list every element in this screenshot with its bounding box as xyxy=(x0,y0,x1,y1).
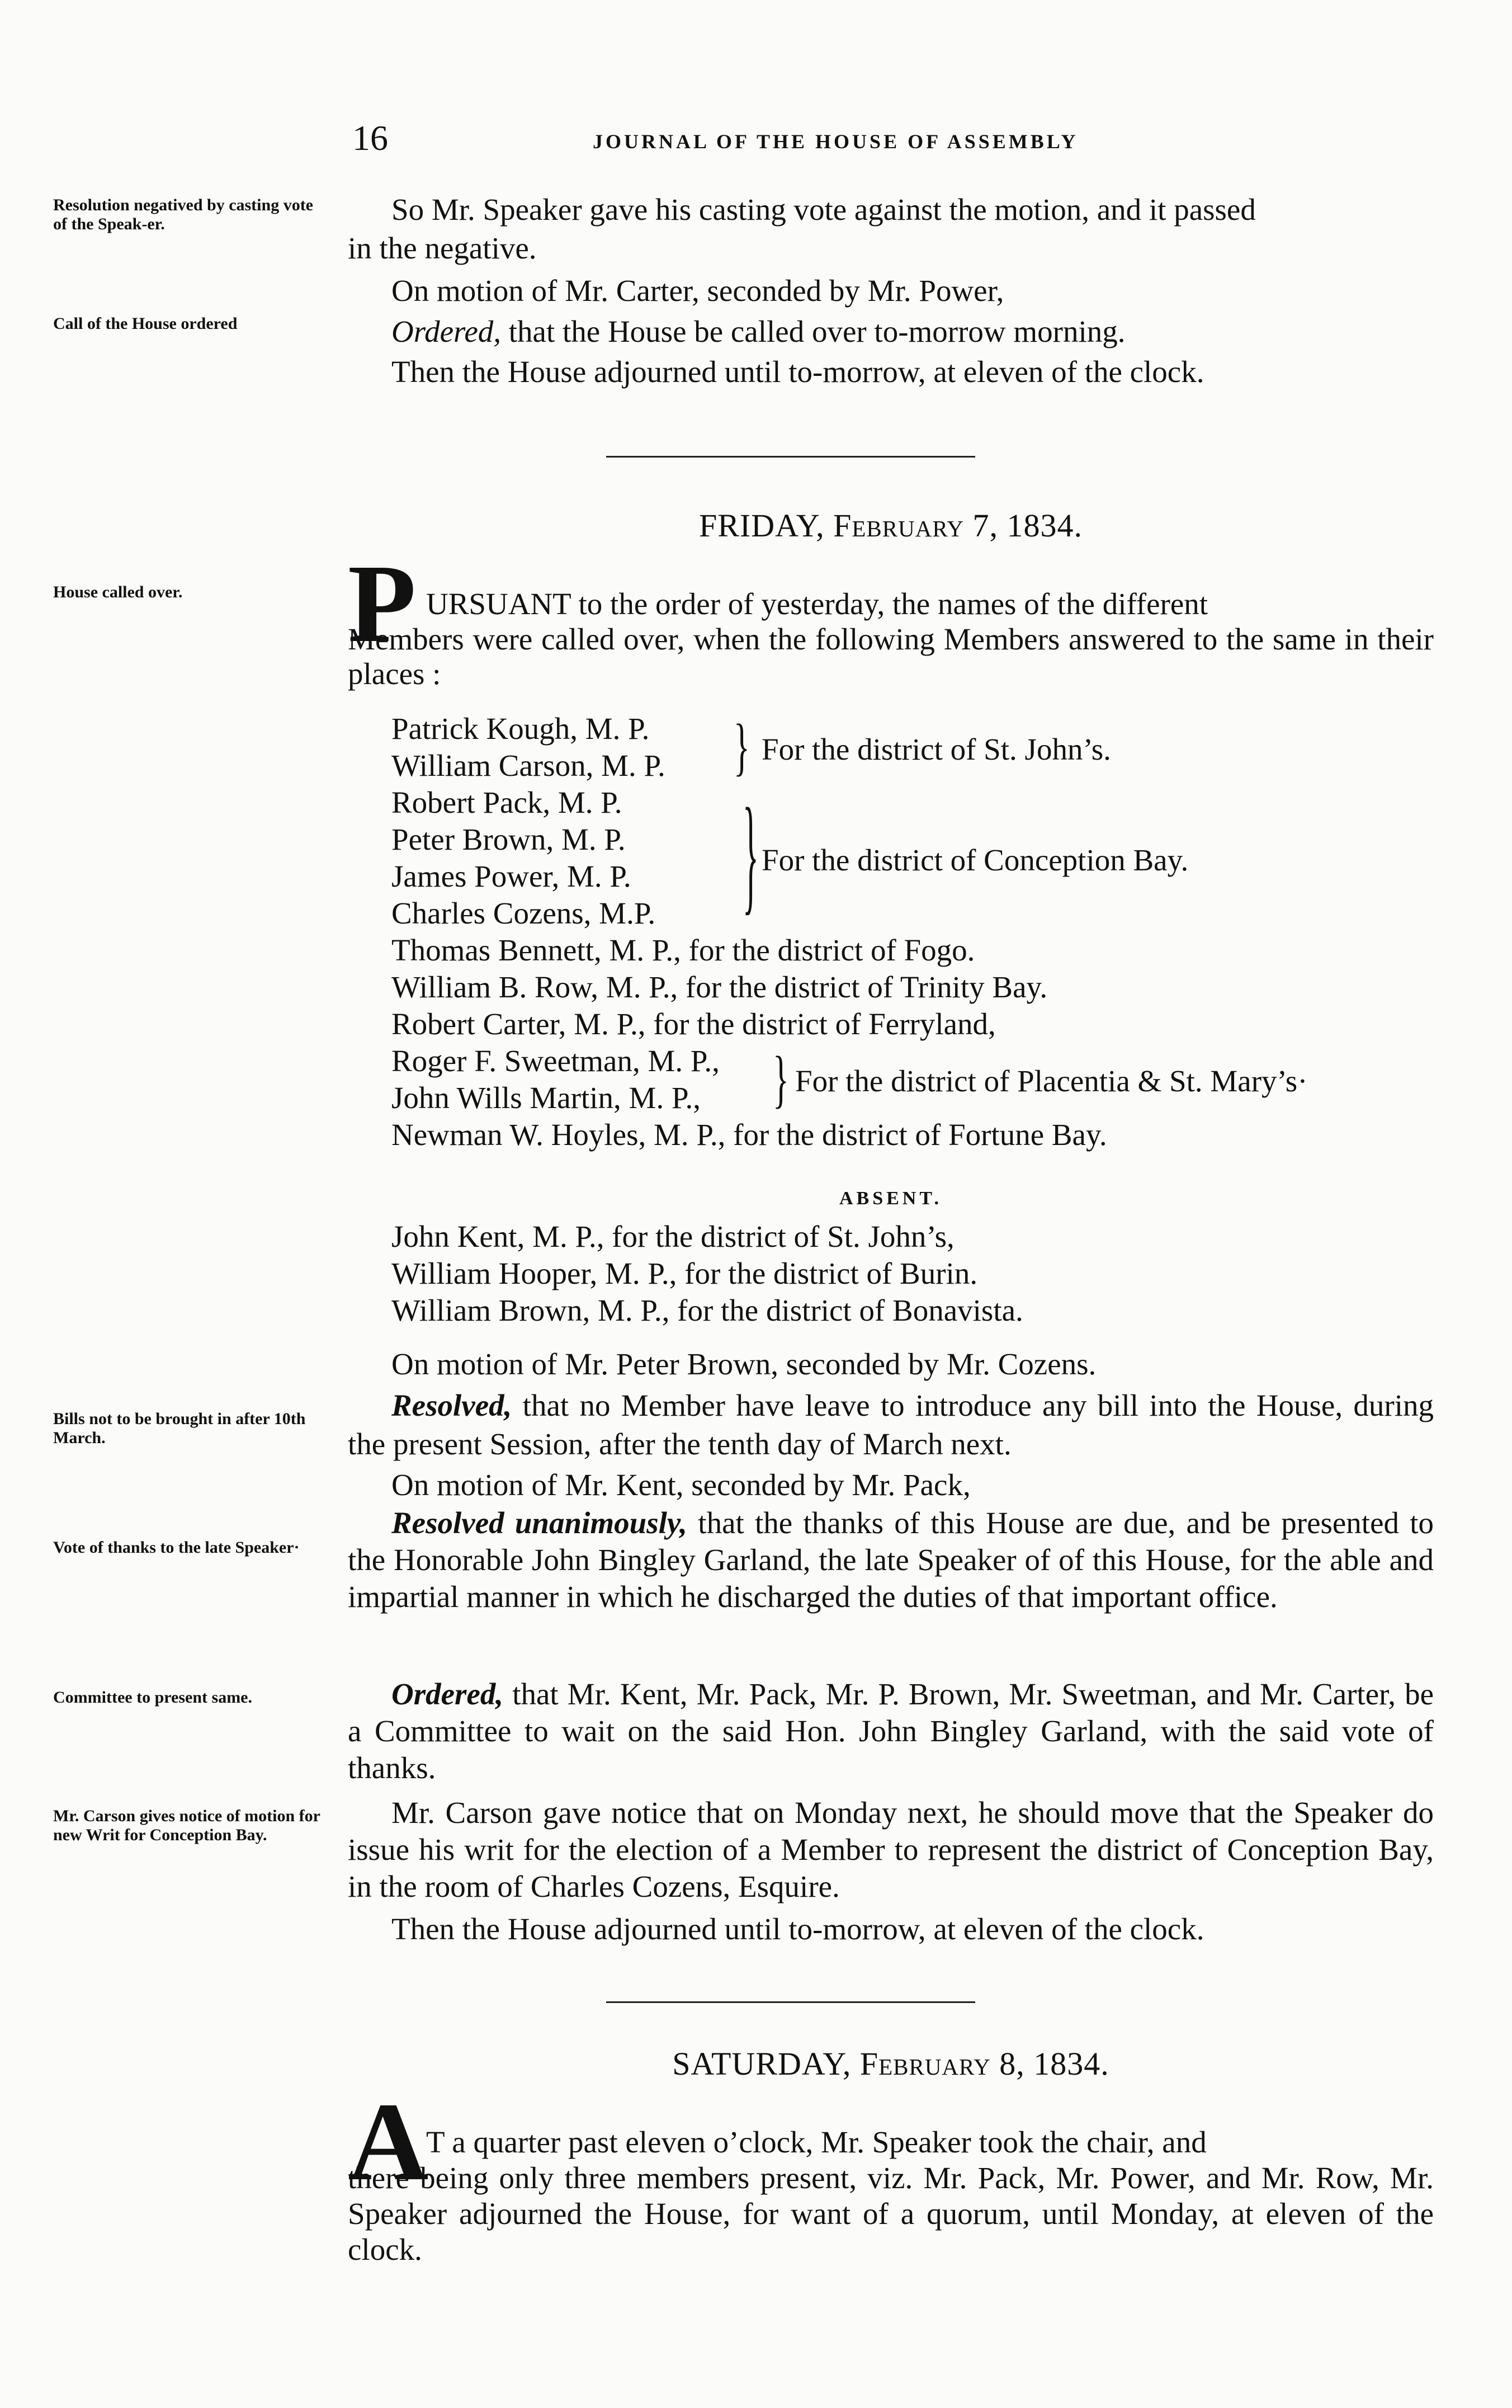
member-name: Roger F. Sweetman, M. P., xyxy=(391,1044,720,1078)
section-rule xyxy=(606,2001,975,2003)
resolved-unanimously-paragraph xyxy=(348,1505,1434,1615)
adjourn-line: Then the House adjourned until to-morrow, at eleven of the clock. xyxy=(391,1912,1204,1946)
district-label: For the district of Placentia & St. Mary’s· xyxy=(795,1064,1308,1098)
running-header xyxy=(347,117,1431,162)
brace: } xyxy=(773,1044,789,1114)
roll-group-st-johns xyxy=(391,710,665,784)
ordered-line xyxy=(391,312,1126,351)
friday-dropcap: P xyxy=(348,542,417,666)
saturday-paragraph: there being only three members present, viz. Mr. Pack, Mr. Power, and Mr. Row, Mr. Speaker adjourned the House, for want of a quorum, until Monday, at eleven of the clock. xyxy=(348,2161,1434,2266)
saturday-first-line: T a quarter past eleven o’clock, Mr. Speaker took the chair, and xyxy=(426,2125,1207,2159)
friday-paragraph: Members were called over, when the following Members answered to the same in their places : xyxy=(348,622,1434,691)
motion-line: On motion of Mr. Kent, seconded by Mr. Pack, xyxy=(391,1468,971,1502)
absent-list xyxy=(391,1218,1023,1329)
text-line: So Mr. Speaker gave his casting vote against the motion, and it passed xyxy=(391,192,1256,227)
absent-member: John Kent, M. P., for the district of St. John’s, xyxy=(391,1219,955,1254)
ordered-label: Ordered, xyxy=(391,314,502,348)
member-name: James Power, M. P. xyxy=(391,859,631,893)
motion-line: On motion of Mr. Peter Brown, seconded by Mr. Cozens. xyxy=(391,1347,1097,1381)
district-label: For the district of St. John’s. xyxy=(762,732,1111,766)
member-name: Patrick Kough, M. P. xyxy=(391,711,650,746)
saturday-day: SATURDAY, xyxy=(672,2046,852,2082)
saturday-heading xyxy=(348,2044,1434,2083)
friday-date: February 7, 1834. xyxy=(833,507,1083,544)
member-entry: Robert Carter, M. P., for the district of Ferryland, xyxy=(391,1007,996,1041)
ordered-text: that Mr. Kent, Mr. Pack, Mr. P. Brown, Mr. Sweetman, and Mr. Carter, be a Committee to wait on the said Hon. John Bingley Garland, with the said vote of thanks. xyxy=(348,1677,1434,1785)
resolved-paragraph xyxy=(348,1386,1434,1463)
member-entry: Newman W. Hoyles, M. P., for the district of Fortune Bay. xyxy=(391,1118,1107,1152)
ordered-text: that the House be called over to-morrow morning. xyxy=(501,314,1126,348)
margin-note-carson-notice: Mr. Carson gives notice of motion for new Writ for Conception Bay. xyxy=(53,1807,320,1844)
resolved-text: that no Member have leave to introduce any bill into the House, during the present Session, after the tenth day of March next. xyxy=(348,1388,1434,1461)
running-title: JOURNAL OF THE HOUSE OF ASSEMBLY xyxy=(593,130,1079,153)
saturday-dropcap: A xyxy=(348,2080,429,2204)
absent-member: William Hooper, M. P., for the district of Burin. xyxy=(391,1256,978,1290)
roll-group-placentia xyxy=(391,1043,720,1116)
district-label: For the district of Conception Bay. xyxy=(762,843,1189,877)
roll-group-conception-bay xyxy=(391,784,655,932)
friday-first-line: URSUANT to the order of yesterday, the names of the different xyxy=(426,587,1208,621)
section-rule xyxy=(606,456,975,458)
text-line: On motion of Mr. Carter, seconded by Mr. Power, xyxy=(391,274,1004,308)
resolved-text: that the thanks of this House are due, and be presented to the Honorable John Bingley Garland, the late Speaker of of this House, for the able and impartial manner in which he discharged the duties of that important office. xyxy=(348,1506,1434,1614)
roll-last xyxy=(391,1116,1107,1153)
page-number: 16 xyxy=(352,118,388,158)
resolved-label: Resolved, xyxy=(391,1388,512,1422)
margin-note-house-called: House called over. xyxy=(53,583,183,601)
member-name: William Carson, M. P. xyxy=(391,748,665,783)
margin-note-bills: Bills not to be brought in after 10th March. xyxy=(53,1410,306,1447)
carson-notice-paragraph: Mr. Carson gave notice that on Monday next, he should move that the Speaker do issue his writ for the election of a Member to represent the district of Conception Bay, in the room of Charles Cozens, Esquire. xyxy=(348,1796,1434,1903)
friday-day: FRIDAY, xyxy=(698,507,825,544)
roll-singles xyxy=(391,932,1047,1043)
resolved-unanimously-label: Resolved unanimously, xyxy=(391,1506,688,1540)
margin-note-casting-vote: Resolution negatived by casting vote of the Speak-er. xyxy=(53,196,313,233)
ordered-paragraph xyxy=(348,1676,1434,1787)
ordered-label: Ordered, xyxy=(391,1677,504,1711)
saturday-date: February 8, 1834. xyxy=(859,2046,1109,2082)
brace: } xyxy=(734,711,750,782)
margin-note-committee: Committee to present same. xyxy=(53,1688,253,1707)
absent-heading: ABSENT. xyxy=(839,1188,943,1209)
adjourn-line: Then the House adjourned until to-morrow, at eleven of the clock. xyxy=(391,355,1204,389)
member-name: Peter Brown, M. P. xyxy=(391,822,626,856)
member-name: Robert Pack, M. P. xyxy=(391,785,622,819)
friday-heading xyxy=(348,506,1434,545)
member-entry: Thomas Bennett, M. P., for the district of Fogo. xyxy=(391,933,975,967)
margin-note-thanks: Vote of thanks to the late Speaker· xyxy=(53,1538,300,1557)
margin-note-call-ordered: Call of the House ordered xyxy=(53,314,238,333)
member-name: John Wills Martin, M. P., xyxy=(391,1081,701,1115)
member-name: Charles Cozens, M.P. xyxy=(391,896,656,930)
brace: } xyxy=(743,782,759,926)
absent-member: William Brown, M. P., for the district of Bonavista. xyxy=(391,1293,1023,1327)
text-line: in the negative. xyxy=(348,231,537,265)
member-entry: William B. Row, M. P., for the district of Trinity Bay. xyxy=(391,970,1048,1004)
